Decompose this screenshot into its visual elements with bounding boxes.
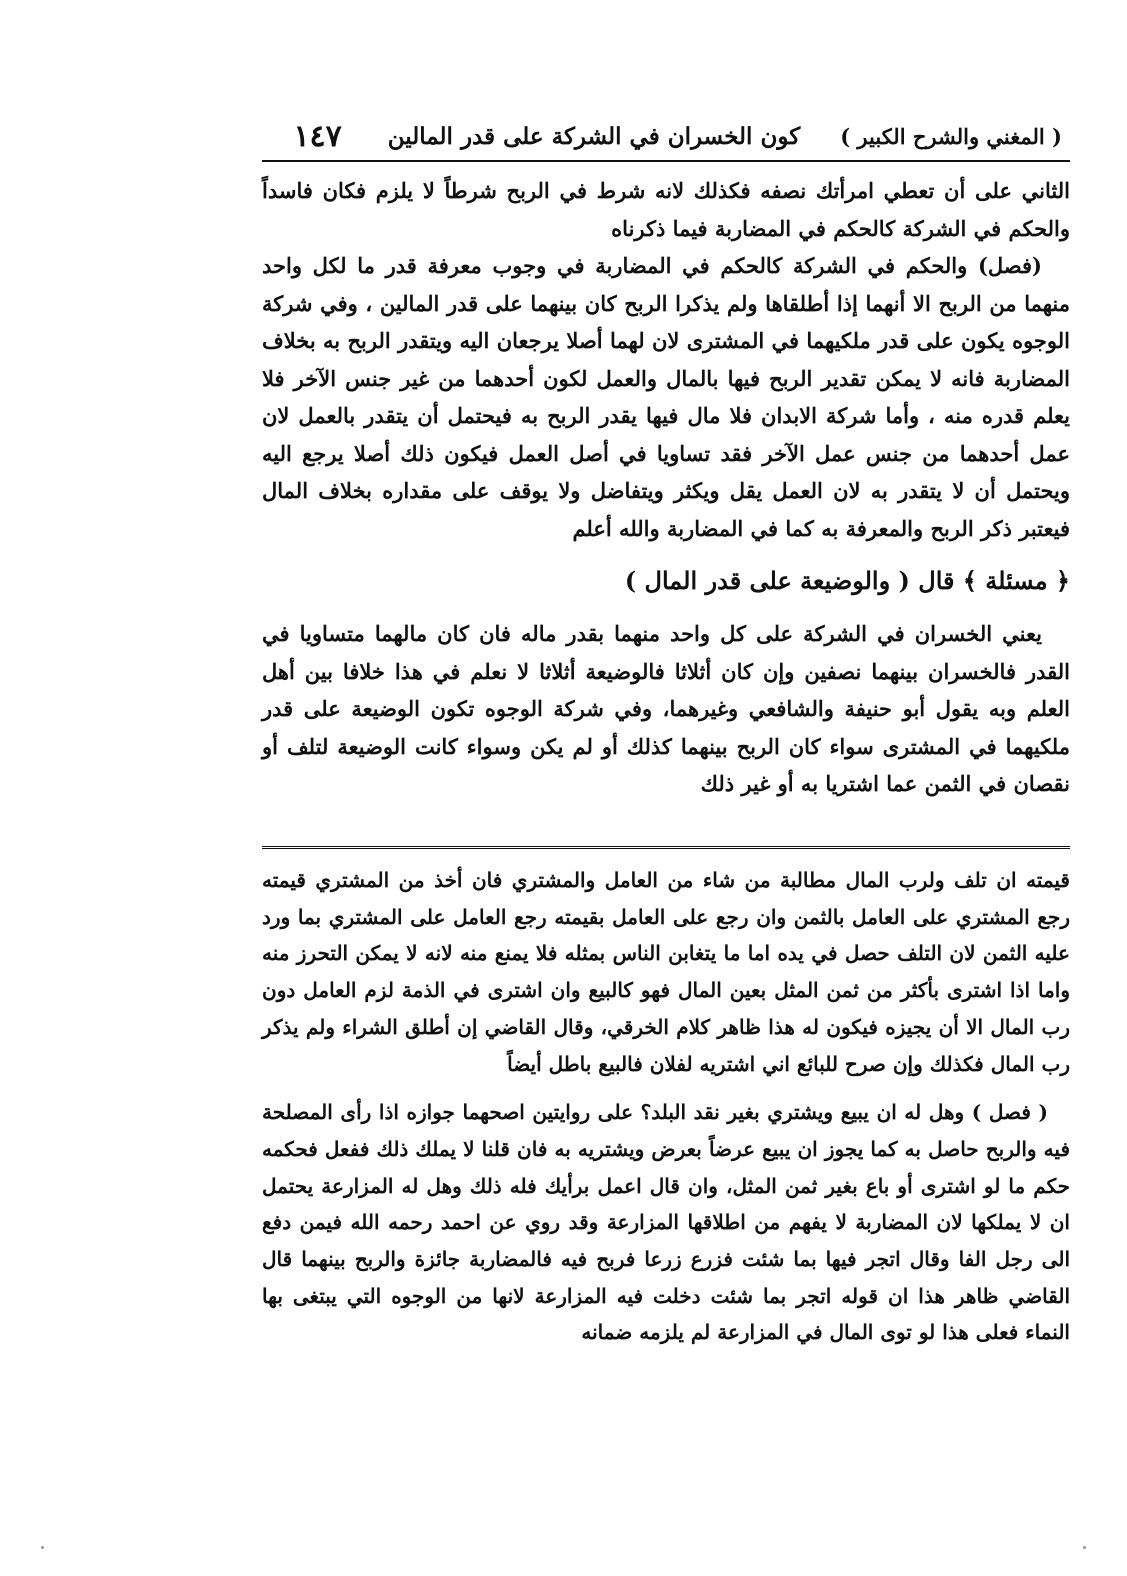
main-paragraph: يعني الخسران في الشركة على كل واحد منهما بقدر ماله فان كان مالهما متساويا في القدر فالخسران بينهما نصفين وإن كان أثلاثا فالوضيعة أثلاثا لا نعلم في هذا خلافا بين أهل العلم وبه يقول أبو حنيفة والشافعي وغيرهما، وفي شركة الوجوه تكون الوضيعة على قدر ملكيهما في المشترى سواء كان الربح بينهما كذلك أو لم يكن وسواء كانت الوضيعة لتلف أو نقصان في الثمن عما اشتريا به أو غير ذلك bbox=[262, 621, 1070, 796]
main-paragraph: الثاني على أن تعطي امرأتك نصفه فكذلك لانه شرط في الربح شرطاً لا يلزم فكان فاسداً والحكم في الشركة كالحكم في المضاربة فيما ذكرناه bbox=[262, 178, 1070, 241]
page-header bbox=[262, 112, 1070, 160]
book-title: ( المغني والشرح الكبير ) bbox=[840, 123, 1062, 149]
scan-speck bbox=[1083, 1546, 1086, 1549]
main-paragraph: (فصل) والحكم في الشركة كالحكم في المضاربة في وجوب معرفة قدر ما لكل واحد منهما من الربح الا أنهما إذا أطلقاها ولم يذكرا الربح كان بينهما على قدر المالين ، وفي شركة الوجوه يكون على قدر ملكيهما في المشترى لان لهما أصلا يرجعان اليه ويتقدر الربح به بخلاف المضاربة فانه لا يمكن تقدير الربح فيها بالمال والعمل لكون أحدهما من غير جنس الآخر فلا يعلم قدره منه ، وأما شركة الابدان فلا مال فيها يقدر الربح به فيحتمل أن يتقدر بالعمل لان عمل أحدهما من جنس عمل الآخر فقد تساويا في أصل العمل فيكون ذلك أصلا يرجع اليه ويحتمل أن لا يتقدر به لان العمل يقل ويكثر ويتفاضل ولا يوقف على مقداره بخلاف المال فيعتبر ذكر الربح والمعرفة به كما في المضاربة والله أعلم bbox=[262, 253, 1070, 541]
commentary-paragraph: ( فصل ) وهل له ان يبيع ويشتري بغير نقد البلد؟ على روايتين اصحهما جوازه اذا رأى المصلحة فيه والربح حاصل به كما يجوز ان يبيع عرضاً بعرض ويشتريه به فان قلنا لا يملك ذلك ففعل فحكمه حكم ما لو اشترى أو باع بغير ثمن المثل، وان قال اعمل برأيك فله ذلك وهل له المزارعة يحتمل ان لا يملكها لان المضاربة لا يفهم من اطلاقها المزارعة وقد روي عن احمد رحمه الله فيمن دفع الى رجل الفا وقال اتجر فيها بما شئت فزرع زرعا فربح فيه فالمضاربة جائزة والربح بينهما قال القاضي ظاهر هذا ان قوله اتجر بما شئت دخلت فيه المزارعة لانها من الوجوه التي يبتغى بها النماء فعلى هذا لو توى المال في المزارعة لم يلزمه ضمانه bbox=[262, 1100, 1070, 1345]
page-number: ١٤٧ bbox=[293, 118, 342, 154]
header-rule bbox=[262, 160, 1070, 162]
commentary-text bbox=[262, 862, 1070, 1351]
masala-heading: ﴿ مسئلة ﴾ قال ( والوضيعة على قدر المال ) bbox=[624, 566, 1070, 595]
footnote-separator bbox=[262, 846, 1070, 849]
commentary-paragraph: قيمته ان تلف ولرب المال مطالبة من شاء من العامل والمشتري فان أخذ من المشتري قيمته رجع المشتري على العامل بالثمن وان رجع على العامل بقيمته رجع العامل على المشتري بما ورد عليه الثمن لان التلف حصل في يده اما ما يتغابن الناس بمثله فلا يمنع منه لانه لا يمكن التحرز منه واما اذا اشترى بأكثر من ثمن المثل بعين المال فهو كالبيع وان اشترى في الذمة لزم العامل دون رب المال الا أن يجيزه فيكون له هذا ظاهر كلام الخرقي، وقال القاضي إن أطلق الشراء ولم يذكر رب المال فكذلك وإن صرح للبائع اني اشتريه لفلان فالبيع باطل أيضاً bbox=[262, 868, 1070, 1076]
main-text bbox=[262, 172, 1070, 803]
scan-speck bbox=[41, 1546, 44, 1549]
running-title: كون الخسران في الشركة على قدر المالين bbox=[387, 122, 801, 150]
